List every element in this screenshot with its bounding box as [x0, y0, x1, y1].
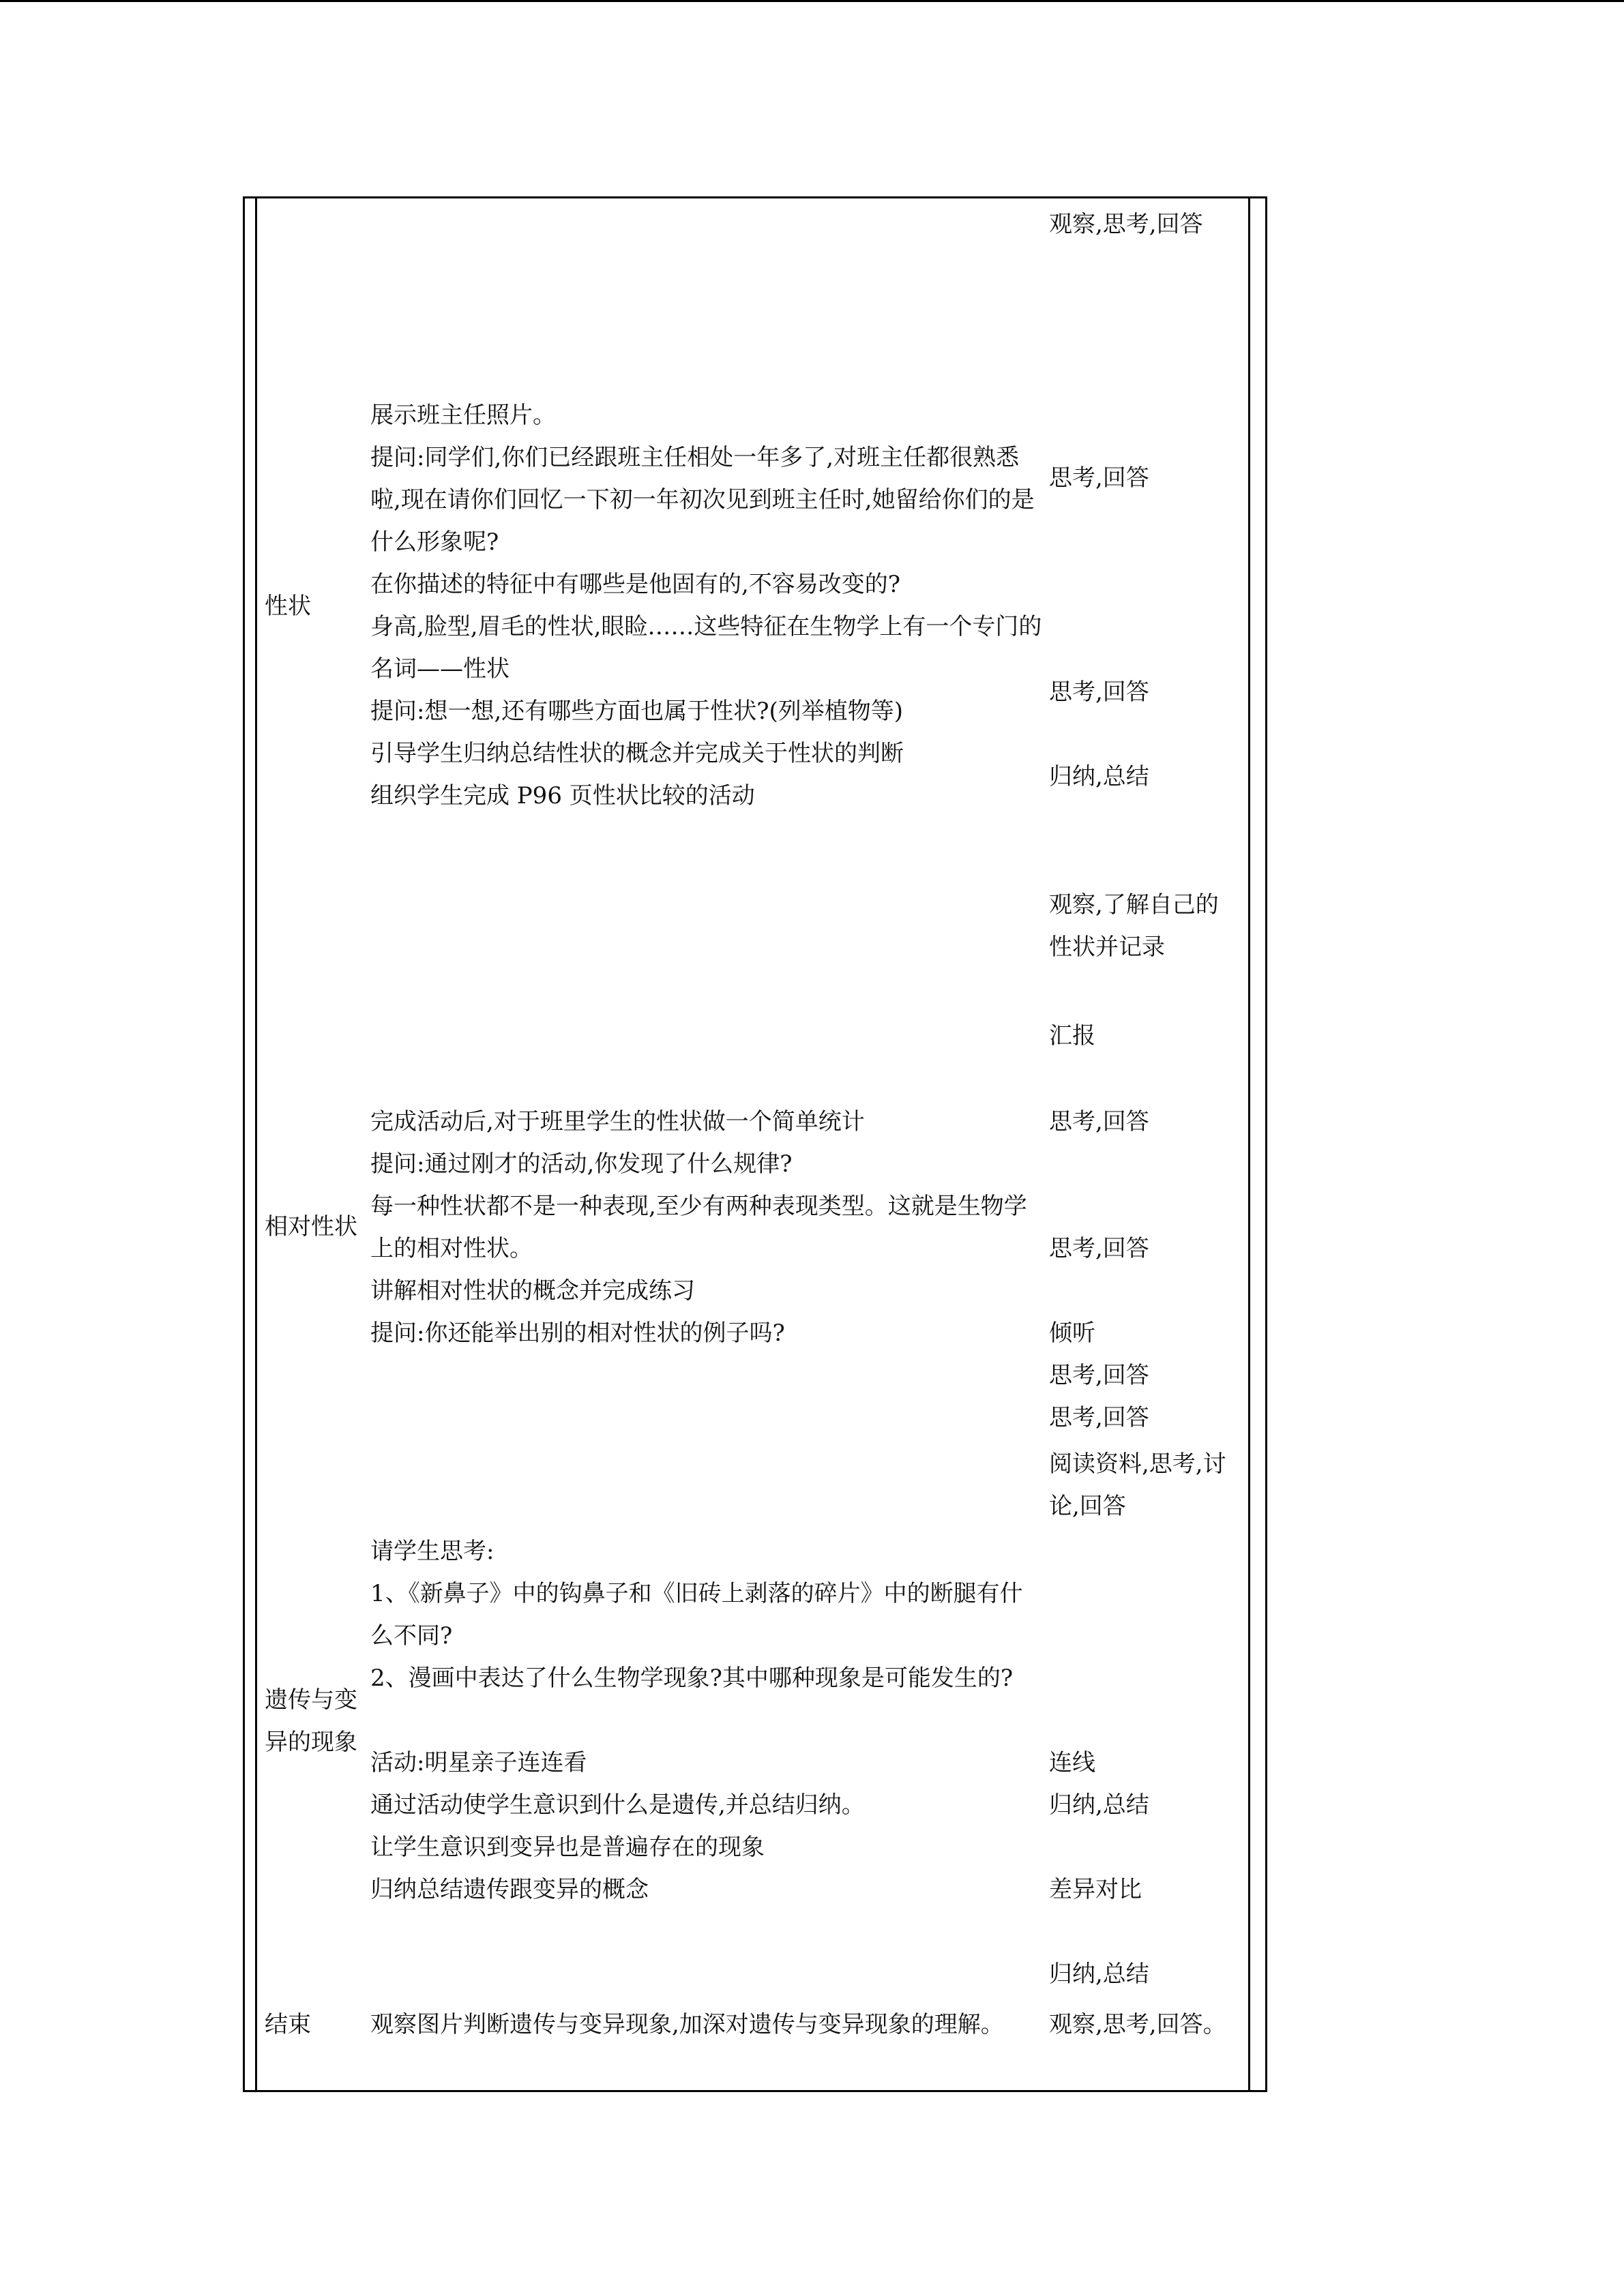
student-activity: 思考,回答	[1049, 1235, 1149, 1262]
teacher-activity: 通过活动使学生意识到什么是遗传,并总结归纳。	[370, 1791, 865, 1819]
student-activity: 观察,思考,回答。	[1049, 2011, 1226, 2038]
student-activity: 归纳,总结	[1049, 1791, 1149, 1819]
student-activity: 思考,回答	[1049, 679, 1149, 706]
teacher-activity: 每一种性状都不是一种表现,至少有两种表现类型。这就是生物学上的相对性状。	[370, 1193, 1027, 1262]
teacher-activity: 2、漫画中表达了什么生物学现象?其中哪种现象是可能发生的?	[370, 1665, 1014, 1692]
teacher-activity: 身高,脸型,眉毛的性状,眼睑……这些特征在生物学上有一个专门的名词——性状	[370, 613, 1042, 683]
student-activity: 思考,回答	[1049, 1108, 1149, 1135]
student-activity: 汇报	[1049, 1022, 1095, 1049]
student-activity: 观察,了解自己的性状并记录	[1049, 891, 1219, 961]
student-activity: 思考,回答	[1049, 464, 1149, 492]
student-activity: 差异对比	[1049, 1876, 1142, 1903]
teacher-activity: 组织学生完成 P96 页性状比较的活动	[370, 782, 755, 809]
student-activity: 归纳,总结	[1049, 763, 1149, 790]
teacher-activity: 完成活动后,对于班里学生的性状做一个简单统计	[370, 1108, 865, 1135]
teacher-activity: 引导学生归纳总结性状的概念并完成关于性状的判断	[370, 740, 904, 767]
teacher-activity: 归纳总结遗传跟变异的概念	[370, 1876, 649, 1903]
table-inner-left-border	[255, 196, 257, 2092]
student-activity: 思考,回答	[1049, 1404, 1149, 1431]
teacher-activity: 1、《新鼻子》中的钩鼻子和《旧砖上剥落的碎片》中的断腿有什么不同?	[370, 1580, 1023, 1650]
student-activity: 观察,思考,回答	[1049, 211, 1203, 238]
teacher-activity: 在你描述的特征中有哪些是他固有的,不容易改变的?	[370, 571, 901, 598]
teacher-activity: 提问:想一想,还有哪些方面也属于性状?(列举植物等)	[370, 698, 904, 725]
teacher-activity: 提问:同学们,你们已经跟班主任相处一年多了,对班主任都很熟悉啦,现在请你们回忆一下初一年初次见到班主任时,她留给你们的是什么形象呢?	[370, 444, 1035, 556]
page-top-rule	[0, 0, 1624, 2]
section-label-relative-traits: 相对性状	[265, 1213, 357, 1240]
table-inner-right-border	[1248, 196, 1250, 2092]
student-activity: 连线	[1049, 1749, 1095, 1776]
teacher-activity: 活动:明星亲子连连看	[370, 1749, 587, 1776]
section-label-heredity-variation: 遗传与变异的现象	[265, 1686, 357, 1756]
student-activity: 倾听	[1049, 1320, 1095, 1347]
teacher-activity: 请学生思考:	[370, 1538, 494, 1565]
teacher-activity: 观察图片判断遗传与变异现象,加深对遗传与变异现象的理解。	[370, 2011, 1004, 2038]
teacher-activity: 提问:你还能举出别的相对性状的例子吗?	[370, 1320, 785, 1347]
section-label-ending: 结束	[265, 2011, 311, 2038]
teacher-activity: 展示班主任照片。	[370, 402, 556, 429]
teacher-activity: 提问:通过刚才的活动,你发现了什么规律?	[370, 1150, 793, 1178]
teacher-activity: 让学生意识到变异也是普遍存在的现象	[370, 1834, 765, 1861]
teacher-activity: 讲解相对性状的概念并完成练习	[370, 1277, 695, 1304]
student-activity: 阅读资料,思考,讨论,回答	[1049, 1450, 1226, 1520]
section-label-traits: 性状	[265, 593, 311, 620]
student-activity: 思考,回答	[1049, 1362, 1149, 1389]
student-activity: 归纳,总结	[1049, 1960, 1149, 1988]
